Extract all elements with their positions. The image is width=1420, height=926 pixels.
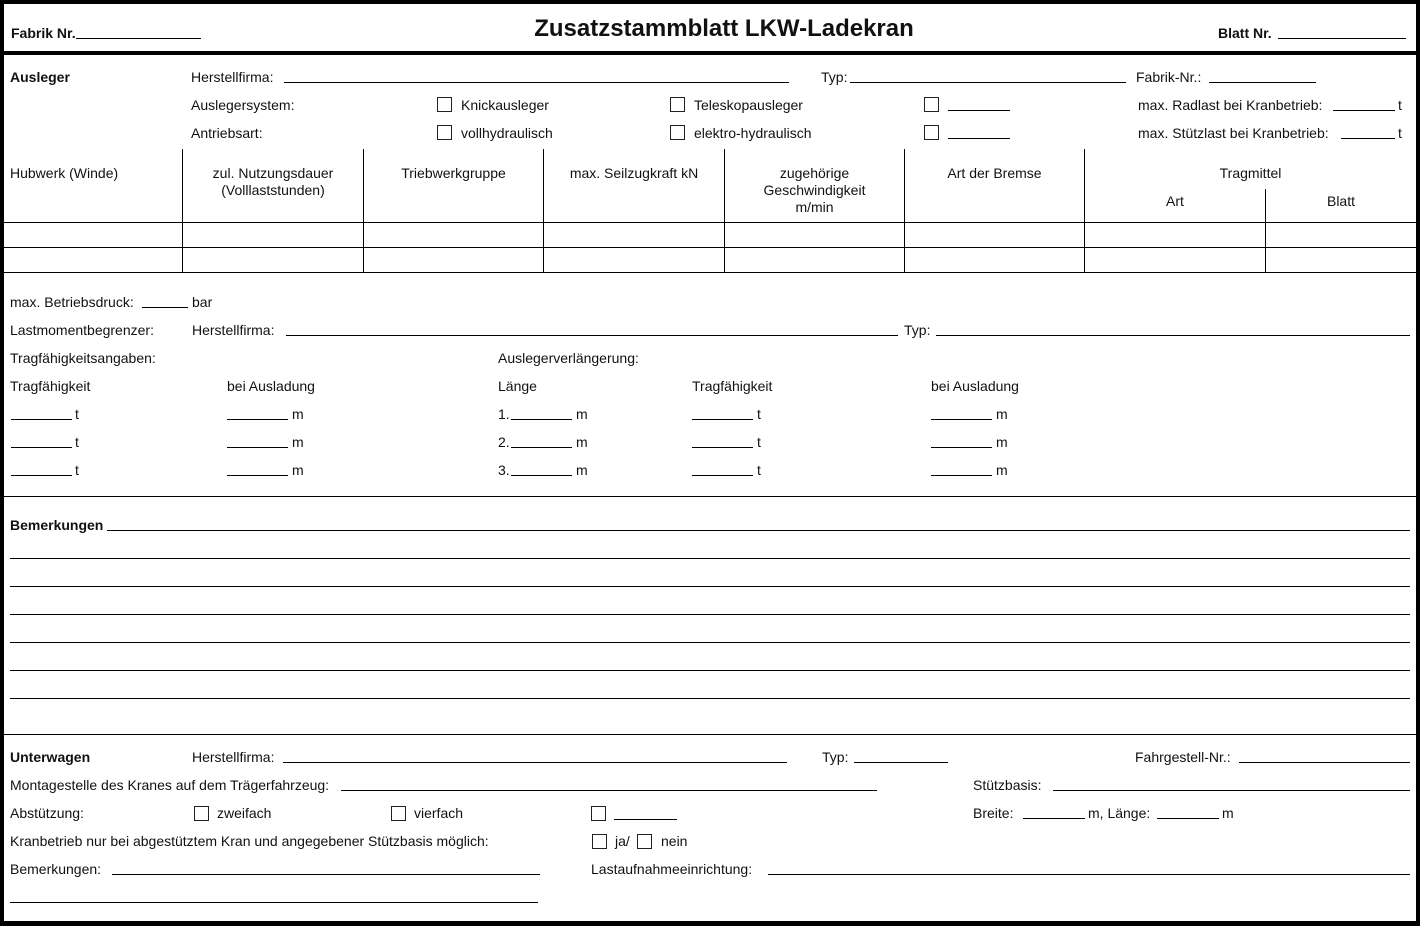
radlast-label: max. Radlast bei Kranbetrieb:	[1138, 97, 1323, 113]
radlast-unit: t	[1398, 97, 1402, 113]
col-tragmittel-art: Art	[1166, 193, 1184, 209]
laenge-field-1[interactable]	[511, 419, 572, 420]
table-row[interactable]	[4, 223, 1416, 247]
ausleger-section-label: Ausleger	[10, 69, 70, 85]
stuetzlast-unit: t	[1398, 125, 1402, 141]
bemerkungen-line[interactable]	[10, 642, 1410, 643]
unterwagen-typ-field[interactable]	[854, 762, 948, 763]
unterwagen-bemerkungen-label: Bemerkungen:	[10, 861, 102, 877]
col-tragmittel: Tragmittel	[1219, 165, 1282, 181]
abstuetzung-label: Abstützung:	[10, 805, 84, 821]
abstuetzung-other-field[interactable]	[614, 819, 677, 820]
page-title: Zusatzstammblatt LKW-Ladekran	[534, 15, 914, 42]
unit-m: m	[996, 434, 1008, 450]
elektro-hydraulisch-checkbox[interactable]	[670, 125, 685, 140]
unterwagen-bemerkungen-field[interactable]	[112, 874, 540, 875]
vierfach-checkbox[interactable]	[391, 806, 406, 821]
col-bremse: Art der Bremse	[947, 165, 1042, 181]
m-laenge-label: m, Länge:	[1088, 805, 1151, 821]
knickausleger-label: Knickausleger	[461, 97, 549, 113]
header-blatt-nr-label: Blatt Nr.	[1218, 25, 1272, 41]
col-bei-ausladung: bei Ausladung	[227, 378, 315, 394]
header-blatt-nr-field[interactable]	[1278, 38, 1406, 39]
ausleger-fabrik-nr-field[interactable]	[1209, 82, 1316, 83]
stuetzlast-label: max. Stützlast bei Kranbetrieb:	[1138, 125, 1329, 141]
unit-m: m	[292, 434, 304, 450]
laenge-field[interactable]	[1157, 818, 1219, 819]
montagestelle-label: Montagestelle des Kranes auf dem Trägerfahrzeug:	[10, 777, 330, 793]
verl-tragfaehigkeit-field-1[interactable]	[692, 419, 753, 420]
unterwagen-herstellfirma-field[interactable]	[283, 762, 787, 763]
unit-t: t	[757, 462, 761, 478]
zweifach-label: zweifach	[217, 805, 272, 821]
fahrgestell-label: Fahrgestell-Nr.:	[1135, 749, 1231, 765]
breite-label: Breite:	[973, 805, 1014, 821]
antriebsart-other-checkbox[interactable]	[924, 125, 939, 140]
lastaufnahme-field[interactable]	[768, 874, 1410, 875]
tragfaehigkeit-field-1[interactable]	[11, 419, 72, 420]
ausleger-fabrik-nr-label: Fabrik-Nr.:	[1136, 69, 1202, 85]
verlaengerung-num-1: 1.	[498, 406, 510, 422]
vollhydraulisch-checkbox[interactable]	[437, 125, 452, 140]
unit-m: m	[996, 406, 1008, 422]
knickausleger-checkbox[interactable]	[437, 97, 452, 112]
bemerkungen-line[interactable]	[10, 670, 1410, 671]
ausladung-field-2[interactable]	[227, 447, 288, 448]
montagestelle-field[interactable]	[341, 790, 877, 791]
teleskopausleger-checkbox[interactable]	[670, 97, 685, 112]
unit-t: t	[757, 406, 761, 422]
laenge-field-2[interactable]	[511, 447, 572, 448]
fahrgestell-field[interactable]	[1239, 762, 1410, 763]
col-seilzugkraft: max. Seilzugkraft kN	[569, 165, 699, 181]
tragfaehigkeitsangaben-label: Tragfähigkeitsangaben:	[10, 350, 156, 366]
lastmoment-herstellfirma-field[interactable]	[286, 335, 898, 336]
col-triebwerkgruppe: Triebwerkgruppe	[401, 165, 506, 181]
table-row[interactable]	[4, 248, 1416, 272]
vierfach-label: vierfach	[414, 805, 464, 821]
ausleger-herstellfirma-field[interactable]	[284, 82, 789, 83]
col-nutzungsdauer-line1: zul. Nutzungsdauer	[212, 165, 334, 181]
unterwagen-herstellfirma-label: Herstellfirma:	[192, 749, 275, 765]
unterwagen-section-label: Unterwagen	[10, 749, 91, 765]
col-laenge: Länge	[498, 378, 537, 394]
nein-checkbox[interactable]	[637, 834, 652, 849]
teleskopausleger-label: Teleskopausleger	[694, 97, 803, 113]
unit-t: t	[75, 406, 79, 422]
auslegersystem-label: Auslegersystem:	[191, 97, 295, 113]
nein-label: nein	[661, 833, 688, 849]
lastaufnahme-label: Lastaufnahmeeinrichtung:	[591, 861, 753, 877]
unterwagen-typ-label: Typ:	[822, 749, 849, 765]
col-hubwerk: Hubwerk (Winde)	[10, 165, 119, 181]
breite-field[interactable]	[1023, 818, 1085, 819]
bemerkungen-line[interactable]	[10, 614, 1410, 615]
col-bei-ausladung-verlaengerung: bei Ausladung	[931, 378, 1019, 394]
unterwagen-bemerkungen-field-2[interactable]	[10, 902, 538, 903]
betriebsdruck-field[interactable]	[142, 307, 188, 308]
stuetzlast-field[interactable]	[1341, 138, 1395, 139]
betriebsdruck-label: max. Betriebsdruck:	[10, 294, 134, 310]
lastmoment-typ-label: Typ:	[904, 322, 931, 338]
col-tragmittel-blatt: Blatt	[1326, 193, 1355, 209]
verl-ausladung-field-2[interactable]	[931, 447, 992, 448]
section-divider	[4, 734, 1416, 735]
elektro-hydraulisch-label: elektro-hydraulisch	[694, 125, 812, 141]
unit-t: t	[757, 434, 761, 450]
ausleger-typ-field[interactable]	[850, 82, 1126, 83]
bemerkungen-line[interactable]	[10, 698, 1410, 699]
antriebsart-other-field[interactable]	[948, 138, 1010, 139]
ja-label: ja/	[615, 833, 630, 849]
auslegerverlaengerung-label: Auslegerverlängerung:	[498, 350, 639, 366]
laenge-unit: m	[1222, 805, 1234, 821]
unit-t: t	[75, 434, 79, 450]
tragfaehigkeit-field-2[interactable]	[11, 447, 72, 448]
section-divider	[4, 496, 1416, 497]
col-nutzungsdauer-line2: (Volllaststunden)	[221, 182, 325, 198]
auslegersystem-other-field[interactable]	[948, 110, 1010, 111]
col-geschwindigkeit-line1: zugehörige	[779, 165, 850, 181]
ausladung-field-1[interactable]	[227, 419, 288, 420]
unit-m: m	[996, 462, 1008, 478]
lastmoment-typ-field[interactable]	[936, 335, 1410, 336]
unit-m: m	[576, 406, 588, 422]
header-fabrik-nr-field[interactable]	[76, 38, 201, 39]
verl-tragfaehigkeit-field-2[interactable]	[692, 447, 753, 448]
verl-ausladung-field-3[interactable]	[931, 475, 992, 476]
lastmoment-label: Lastmomentbegrenzer:	[10, 322, 154, 338]
header-fabrik-nr-label: Fabrik Nr.	[11, 25, 76, 41]
col-geschwindigkeit-line2: Geschwindigkeit	[763, 182, 866, 198]
header-divider	[0, 51, 1420, 55]
verlaengerung-num-3: 3.	[498, 462, 510, 478]
unit-m: m	[576, 434, 588, 450]
auslegersystem-other-checkbox[interactable]	[924, 97, 939, 112]
laenge-field-3[interactable]	[511, 475, 572, 476]
col-geschwindigkeit-line3: m/min	[795, 199, 834, 215]
abstuetzung-other-checkbox[interactable]	[591, 806, 606, 821]
col-tragfaehigkeit-verlaengerung: Tragfähigkeit	[692, 378, 773, 394]
stuetzbasis-label: Stützbasis:	[973, 777, 1042, 793]
ausleger-typ-label: Typ:	[821, 69, 848, 85]
bemerkungen-line[interactable]	[10, 558, 1410, 559]
verlaengerung-num-2: 2.	[498, 434, 510, 450]
unit-m: m	[292, 406, 304, 422]
ja-checkbox[interactable]	[592, 834, 607, 849]
col-tragfaehigkeit: Tragfähigkeit	[10, 378, 91, 394]
bemerkungen-line[interactable]	[10, 586, 1410, 587]
zweifach-checkbox[interactable]	[194, 806, 209, 821]
unit-m: m	[576, 462, 588, 478]
antriebsart-label: Antriebsart:	[191, 125, 263, 141]
vollhydraulisch-label: vollhydraulisch	[461, 125, 553, 141]
betriebsdruck-unit: bar	[192, 294, 213, 310]
verl-ausladung-field-1[interactable]	[931, 419, 992, 420]
radlast-field[interactable]	[1333, 110, 1395, 111]
table-bottom-divider	[4, 272, 1416, 273]
lastmoment-herstellfirma-label: Herstellfirma:	[192, 322, 275, 338]
unit-t: t	[75, 462, 79, 478]
bemerkungen-label: Bemerkungen	[10, 517, 104, 533]
verl-tragfaehigkeit-field-3[interactable]	[692, 475, 753, 476]
ausladung-field-3[interactable]	[227, 475, 288, 476]
unit-m: m	[292, 462, 304, 478]
bemerkungen-line[interactable]	[107, 530, 1410, 531]
stuetzbasis-field[interactable]	[1053, 790, 1410, 791]
tragfaehigkeit-field-3[interactable]	[11, 475, 72, 476]
ausleger-herstellfirma-label: Herstellfirma:	[191, 69, 274, 85]
kranbetrieb-label: Kranbetrieb nur bei abgestütztem Kran und angegebener Stützbasis möglich:	[10, 833, 489, 849]
